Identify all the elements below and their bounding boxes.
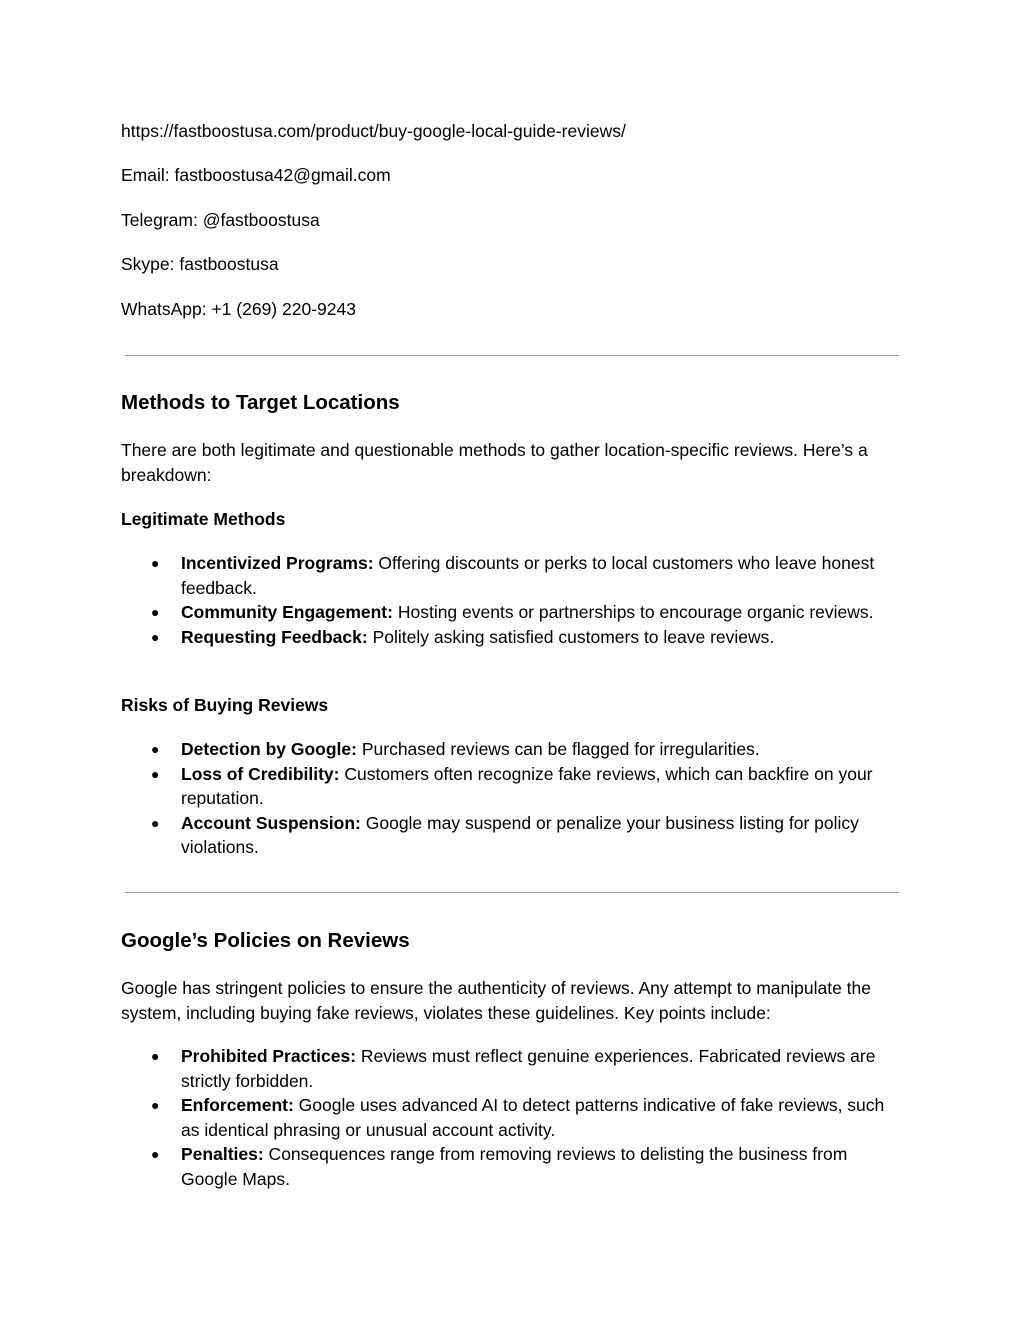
list-item: [121, 600, 901, 625]
section-intro-policies: Google has stringent policies to ensure the authenticity of reviews. Any attempt to manipulate the system, including buying fake reviews, violates these guidelines. Key points include:: [121, 978, 872, 1023]
list-item: [121, 762, 901, 811]
list-item: [121, 1093, 901, 1142]
bullet-icon: ●: [151, 1097, 160, 1113]
bullet-icon: ●: [151, 1146, 160, 1162]
contact-whatsapp: WhatsApp: +1 (269) 220-9243: [121, 299, 356, 319]
list-item-term: Detection by Google:: [181, 739, 357, 759]
list-item-term: Requesting Feedback:: [181, 626, 368, 647]
contact-telegram: Telegram: @fastboostusa: [121, 210, 320, 230]
list-item-term: Enforcement:: [181, 1095, 294, 1115]
list-item-text: Consequences range from removing reviews to delisting the business from Google Maps.: [181, 1144, 848, 1189]
horizontal-divider: [125, 892, 899, 893]
list-item: [121, 625, 901, 650]
list-item-term: Account Suspension:: [181, 812, 361, 833]
list-item: [121, 1044, 901, 1093]
list-item: [121, 1142, 901, 1191]
list-item: [121, 811, 901, 860]
subheading-risks: Risks of Buying Reviews: [121, 695, 329, 715]
section-heading-policies: Google’s Policies on Reviews: [121, 929, 410, 952]
legitimate-methods-list: [121, 551, 901, 649]
product-url: https://fastboostusa.com/product/buy-google-local-guide-reviews/: [121, 121, 626, 141]
risks-list: [121, 737, 901, 860]
section-heading-methods: Methods to Target Locations: [121, 391, 400, 414]
list-item-term: Community Engagement:: [181, 602, 393, 622]
bullet-icon: ●: [151, 814, 160, 831]
list-item-text: Customers often recognize fake reviews, which can backfire on your reputation.: [181, 763, 873, 808]
bullet-icon: ●: [151, 741, 160, 757]
list-item-term: Prohibited Practices:: [181, 1046, 357, 1066]
bullet-icon: ●: [151, 555, 160, 571]
list-item-term: Penalties:: [181, 1144, 264, 1164]
list-item-text: Politely asking satisfied customers to leave reviews.: [367, 626, 775, 647]
contact-skype: Skype: fastboostusa: [121, 254, 279, 274]
section-intro-methods: There are both legitimate and questionable methods to gather location-specific reviews. Here’s a breakdown:: [121, 440, 868, 485]
list-item-text: Reviews must reflect genuine experiences. Fabricated reviews are strictly forbidden.: [181, 1046, 876, 1091]
list-item: [121, 737, 901, 762]
list-item-term: Loss of Credibility:: [181, 763, 340, 784]
list-item-term: Incentivized Programs:: [181, 553, 374, 573]
list-item-text: Hosting events or partnerships to encourage organic reviews.: [392, 602, 874, 622]
list-item-text: Offering discounts or perks to local customers who leave honest feedback.: [181, 553, 875, 598]
policies-list: [121, 1044, 901, 1191]
list-item-text: Google uses advanced AI to detect patterns indicative of fake reviews, such as identical phrasing or unusual account activity.: [181, 1095, 885, 1140]
list-item: [121, 551, 901, 600]
horizontal-divider: [125, 355, 899, 356]
subheading-legitimate-methods: Legitimate Methods: [121, 509, 286, 529]
bullet-icon: ●: [151, 628, 160, 645]
bullet-icon: ●: [151, 765, 160, 782]
bullet-icon: ●: [151, 604, 160, 620]
list-item-text: Google may suspend or penalize your business listing for policy violations.: [181, 812, 859, 857]
list-item-text: Purchased reviews can be flagged for irregularities.: [356, 739, 760, 759]
contact-email: Email: fastboostusa42@gmail.com: [121, 165, 391, 185]
bullet-icon: ●: [151, 1048, 160, 1064]
